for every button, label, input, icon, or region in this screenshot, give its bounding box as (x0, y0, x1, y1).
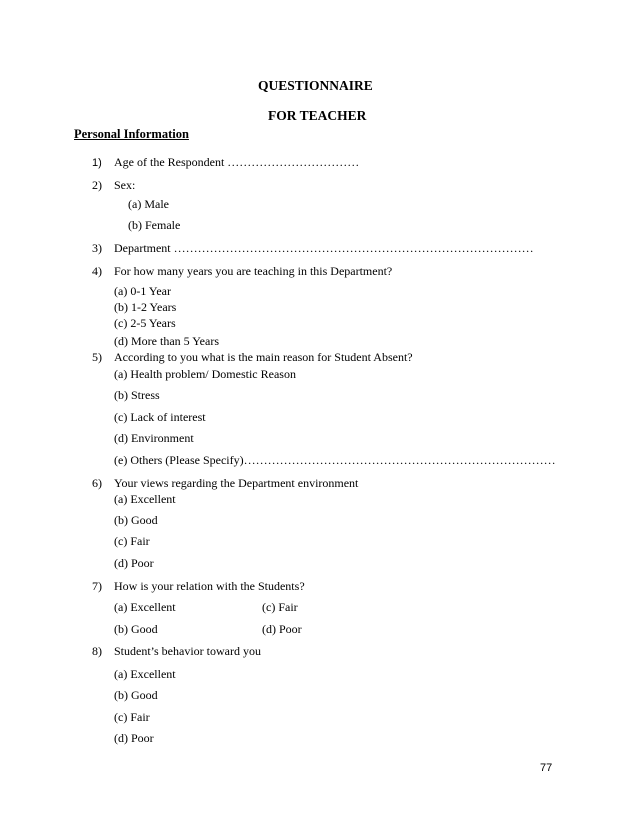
question-text: Age of the Respondent …………………………… (114, 155, 360, 169)
question-number: 1) (92, 157, 102, 169)
question-text: For how many years you are teaching in this Department? (114, 264, 393, 278)
option-item: (d) Environment (114, 431, 194, 445)
question-number: 2) (92, 178, 102, 192)
question-number: 5) (92, 350, 102, 364)
question-text: Your views regarding the Department environment (114, 476, 359, 490)
question-text: Student’s behavior toward you (114, 644, 261, 658)
question-text: How is your relation with the Students? (114, 579, 305, 593)
page-subtitle: FOR TEACHER (268, 108, 367, 123)
option-item: (c) Lack of interest (114, 410, 206, 424)
option-item: (d) Poor (262, 622, 302, 636)
option-item: (e) Others (Please Specify)…………………………………………………………………… (114, 453, 556, 467)
question-number: 7) (92, 579, 102, 593)
option-item: (a) Health problem/ Domestic Reason (114, 367, 296, 381)
question-number: 3) (92, 241, 102, 255)
question-number: 8) (92, 644, 102, 658)
option-item: (b) 1-2 Years (114, 300, 177, 314)
option-item: (d) More than 5 Years (114, 334, 219, 348)
page-title: QUESTIONNAIRE (258, 78, 373, 93)
option-item: (c) Fair (114, 534, 150, 548)
option-item: (a) Excellent (114, 600, 176, 614)
option-item: (a) Excellent (114, 667, 176, 681)
option-item: (a) Male (128, 197, 169, 211)
question-text: Sex: (114, 178, 136, 192)
question-text: Department ……………………………………………………………………………… (114, 241, 534, 255)
option-item: (b) Good (114, 622, 158, 636)
question-number: 6) (92, 476, 102, 490)
option-item: (c) Fair (114, 710, 150, 724)
option-item: (b) Female (128, 218, 181, 232)
section-heading: Personal Information (74, 127, 189, 141)
option-item: (a) Excellent (114, 492, 176, 506)
option-item: (d) Poor (114, 731, 154, 745)
option-item: (a) 0-1 Year (114, 284, 171, 298)
option-item: (c) 2-5 Years (114, 316, 176, 330)
option-item: (c) Fair (262, 600, 298, 614)
option-item: (b) Good (114, 513, 158, 527)
option-item: (b) Stress (114, 388, 160, 402)
question-text: According to you what is the main reason for Student Absent? (114, 350, 413, 364)
question-number: 4) (92, 264, 102, 278)
page-number: 77 (540, 762, 553, 774)
option-item: (d) Poor (114, 556, 154, 570)
option-item: (b) Good (114, 688, 158, 702)
